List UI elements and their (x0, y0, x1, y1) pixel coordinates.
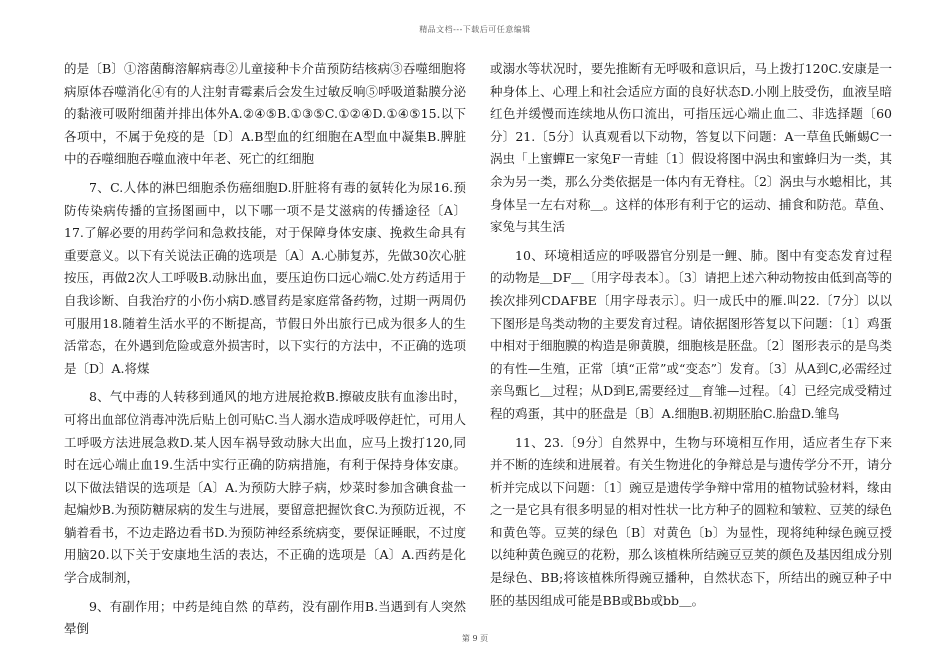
paragraph: 8、气中毒的人转移到通风的地方进展抢救B.擦破皮肤有血渗出时，可将出血部位消毒冲洗后贴上创可贴C.当人溺水造成呼吸停赶忙，可用人工呼吸方法进展急救D.某人因车祸导致动脉大出血，应马上拨打120,同时在远心端止血19.生活中实行正确的防病措施，有利于保持身体安康。以下做法错误的选项是〔A〕A.为预防大脖子病，炒菜时参加含碘食盐一起煸炒B.为预防糖尿病的发生与进展，要留意把握饮食C.为预防近视，不躺着看书，不边走路边看书D.为预防神经系统病变，要保证睡眠，不过度用脑20.以下关于安康地生活的表达，不正确的选项是〔A〕A.西药是化学合成制剂， (64, 389, 466, 586)
left-column (64, 58, 466, 641)
paragraph: 7、C.人体的淋巴细胞杀伤癌细胞D.肝脏将有毒的氨转化为尿16.预防传染病传播的宣扬图画中，以下哪一项不是艾滋病的传播途径〔A〕17.了解必要的用药学问和急救技能，对于保障身体安康、挽救生命具有重要意义。以下有关说法正确的选项是〔A〕A.心肺复苏，先做30次心脏按压，再做2次人工呼吸B.动脉出血，要压迫伤口远心端C.处方药适用于自我诊断、自我治疗的小伤小病D.感冒药是家庭常备药物，过期一两周仍可服用18.随着生活水平的不断提高，节假日外出旅行已成为很多人的生活常态，在外遇到危险或意外损害时，以下实行的方法中，不正确的选项是〔D〕A.将煤 (64, 179, 466, 376)
paragraph: 9、有副作用；中药是纯自然 的草药，没有副作用B.当遇到有人突然晕倒 (64, 598, 466, 637)
paragraph: 的是〔B〕①溶菌酶溶解病毒②儿童接种卡介苗预防结核病③吞噬细胞将病原体吞噬消化④有的人注射青霉素后会发生过敏反响⑤呼吸道黏膜分泌的黏液可吸附细菌并排出体外A.②④⑤B.①③⑤C.①②④D.①④⑤15.以下各项中，不属于免疫的是〔D〕A.B型血的红细胞在A型血中凝集B.脾脏中的吞噬细胞吞噬血液中年老、死亡的红细胞 (64, 61, 466, 167)
right-column (490, 58, 892, 612)
paragraph: 10、环境相适应的呼吸器官分别是一鲤、肺。图中有变态发育过程的动物是＿DF＿〔用字母表本〕。〔3〕请把上述六种动物按由低到高等的挨次排列CDAFBE〔用字母表示〕。归一成氏中的雁.叫22.〔7分〕以以下图形是鸟类动物的主要发育过程。请依据图形答复以下问题：〔1〕鸡蛋中相对于细胞膜的构造是卵黄膜，细胞核是胚盘。〔2〕图形表示的是鸟类的有性—生殖，正常〔填“正常”或“变态”〕发育。〔3〕从A到C,必需经过亲鸟甄匕＿过程；从D到E,需要经过＿育雏—过程。〔4〕已经完成受精过程的鸡蛋，其中的胚盘是〔B〕A.细胞B.初期胚胎C.胎盘D.雏鸟 (490, 247, 892, 421)
paragraph: 或溺水等状况时，要先推断有无呼吸和意识后，马上拨打120C.安康是一种身体上、心理上和社会适应方面的良好状态D.小刚上肢受伤，血液呈暗红色并缓慢而连续地从伤口流出，可指压远心端止血二、非选择题〔60分〕21.〔5分〕认真观看以下动物，答复以下问题：A一草鱼氏蜥蜴C一涡虫「上蜜蟬E一家兔F一青蛙〔1〕假设将图中涡虫和蜜蜂归为一类，其余为另一类，那么分类依据是一体内有无脊柱。〔2〕涡虫与水螅相比，其身体呈一左右对称＿。这样的体形有利于它的运动、捕食和防范。草鱼、家兔与其生活 (490, 61, 892, 235)
page-number: 第 9 页 (461, 634, 489, 643)
page-header: 精品文档---下载后可任意编辑 (419, 25, 531, 34)
paragraph: 11、23.〔9分〕自然界中，生物与环境相互作用，适应者生存下来并不断的连续和进展着。有关生物进化的争辩总是与遗传学分不开，请分析并完成以下问题：〔1〕豌豆是遗传学争辩中常用的植物试验材料，缘由之一是它具有很多明显的相对性状一比方种子的圆粒和皱粒、豆荚的绿色和黄色等。豆荚的绿色〔B〕对黄色〔b〕为显性，现将纯种绿色豌豆授以纯种黄色豌豆的花粉，那么该植株所结豌豆豆荚的颜色及基因组成分别是绿色、BB;将该植株所得豌豆播种，自然状态下，所结出的豌豆种子中胚的基因组成可能是BB或Bb或bb＿。 (490, 434, 892, 608)
